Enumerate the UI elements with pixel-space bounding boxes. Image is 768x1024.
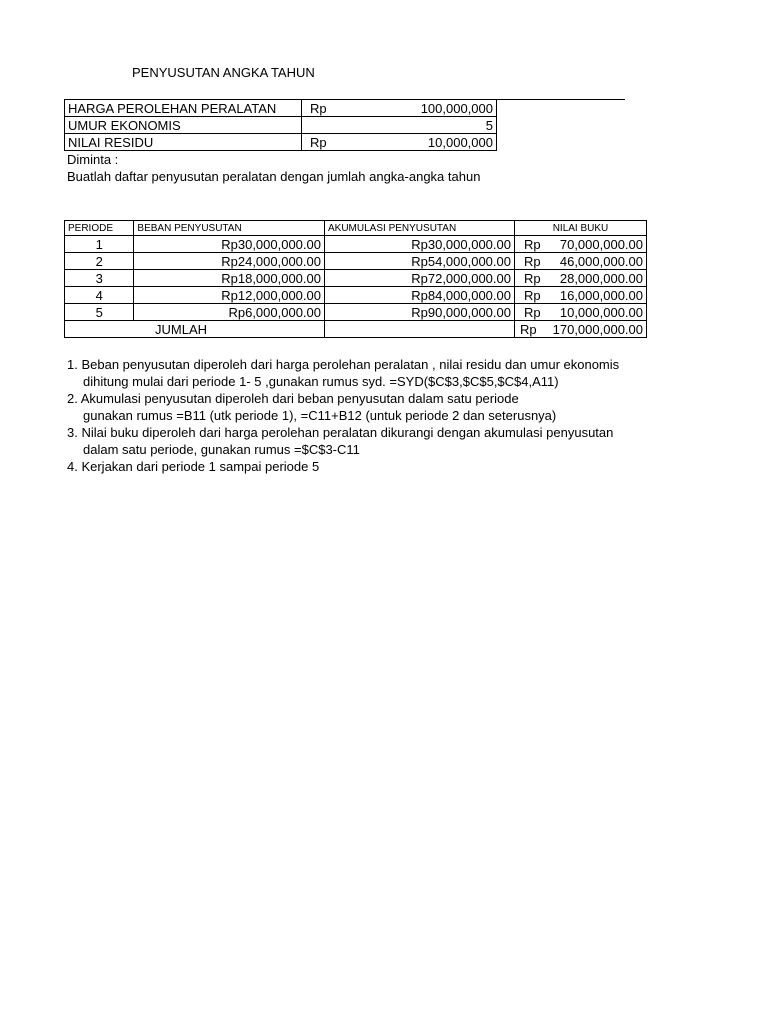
info-label: HARGA PEROLEHAN PERALATAN [65, 100, 302, 117]
note-line: 2. Akumulasi penyusutan diperoleh dari beban penyusutan dalam satu periode [67, 391, 519, 406]
cell-nilai: 10,000,000.00 [559, 304, 643, 320]
instruction-text: Buatlah daftar penyusutan peralatan dengan jumlah angka-angka tahun [67, 169, 481, 184]
cell-akumulasi: Rp72,000,000.00 [325, 270, 515, 287]
total-value: 170,000,000.00 [552, 321, 643, 337]
info-table [64, 99, 497, 151]
cell-rp: Rp [524, 304, 541, 320]
table-row [65, 304, 647, 321]
page-title: PENYUSUTAN ANGKA TAHUN [132, 65, 315, 80]
note-line: 1. Beban penyusutan diperoleh dari harga perolehan peralatan , nilai residu dan umur ekonomis [67, 357, 620, 372]
total-akumulasi-empty [325, 321, 515, 338]
info-value: 100,000,000 [363, 100, 497, 117]
header-periode: PERIODE [65, 221, 134, 236]
cell-nilai-buku [515, 270, 647, 287]
note-line: dihitung mulai dari periode 1- 5 ,gunakan rumus syd. =SYD($C$3,$C$5,$C$4,A11) [83, 374, 559, 389]
cell-nilai: 46,000,000.00 [559, 253, 643, 269]
cell-nilai: 28,000,000.00 [559, 270, 643, 286]
notes-list [67, 356, 619, 475]
cell-akumulasi: Rp84,000,000.00 [325, 287, 515, 304]
note-line: 3. Nilai buku diperoleh dari harga perolehan peralatan dikurangi dengan akumulasi penyusutan [67, 425, 614, 440]
table-row [65, 253, 647, 270]
info-currency: Rp [302, 134, 364, 151]
header-nilai-buku: NILAI BUKU [515, 221, 647, 236]
cell-akumulasi: Rp54,000,000.00 [325, 253, 515, 270]
depreciation-table [64, 220, 647, 338]
cell-akumulasi: Rp30,000,000.00 [325, 236, 515, 253]
cell-nilai: 70,000,000.00 [559, 236, 643, 252]
cell-rp: Rp [524, 253, 541, 269]
cell-rp: Rp [524, 270, 541, 286]
cell-nilai-buku [515, 304, 647, 321]
cell-nilai-buku [515, 287, 647, 304]
table-row [65, 287, 647, 304]
cell-rp: Rp [524, 236, 541, 252]
info-label: UMUR EKONOMIS [65, 117, 302, 134]
cell-beban: Rp12,000,000.00 [134, 287, 325, 304]
cell-beban: Rp18,000,000.00 [134, 270, 325, 287]
info-value: 10,000,000 [363, 134, 497, 151]
note-line: 4. Kerjakan dari periode 1 sampai periode 5 [67, 459, 320, 474]
cell-beban: Rp30,000,000.00 [134, 236, 325, 253]
cell-periode: 4 [65, 287, 134, 304]
table-row [65, 270, 647, 287]
info-row [65, 117, 497, 134]
diminta-label: Diminta : [67, 152, 119, 167]
cell-periode: 3 [65, 270, 134, 287]
cell-periode: 1 [65, 236, 134, 253]
cell-rp: Rp [524, 287, 541, 303]
total-rp: Rp [520, 321, 537, 337]
cell-beban: Rp24,000,000.00 [134, 253, 325, 270]
table-row [65, 236, 647, 253]
info-label: NILAI RESIDU [65, 134, 302, 151]
cell-periode: 2 [65, 253, 134, 270]
total-label: JUMLAH [65, 321, 325, 338]
cell-periode: 5 [65, 304, 134, 321]
cell-nilai-buku [515, 236, 647, 253]
info-currency: Rp [302, 100, 364, 117]
table-header-row [65, 221, 647, 236]
info-value: 5 [302, 117, 497, 134]
cell-nilai-buku [515, 253, 647, 270]
cell-beban: Rp6,000,000.00 [134, 304, 325, 321]
total-nilai-buku [515, 321, 647, 338]
cell-akumulasi: Rp90,000,000.00 [325, 304, 515, 321]
table-total-row [65, 321, 647, 338]
info-row [65, 100, 497, 117]
info-row [65, 134, 497, 151]
header-akumulasi: AKUMULASI PENYUSUTAN [325, 221, 515, 236]
header-beban: BEBAN PENYUSUTAN [134, 221, 325, 236]
note-line: gunakan rumus =B11 (utk periode 1), =C11+B12 (untuk periode 2 dan seterusnya) [83, 408, 557, 423]
cell-nilai: 16,000,000.00 [559, 287, 643, 303]
note-line: dalam satu periode, gunakan rumus =$C$3-C11 [83, 442, 360, 457]
